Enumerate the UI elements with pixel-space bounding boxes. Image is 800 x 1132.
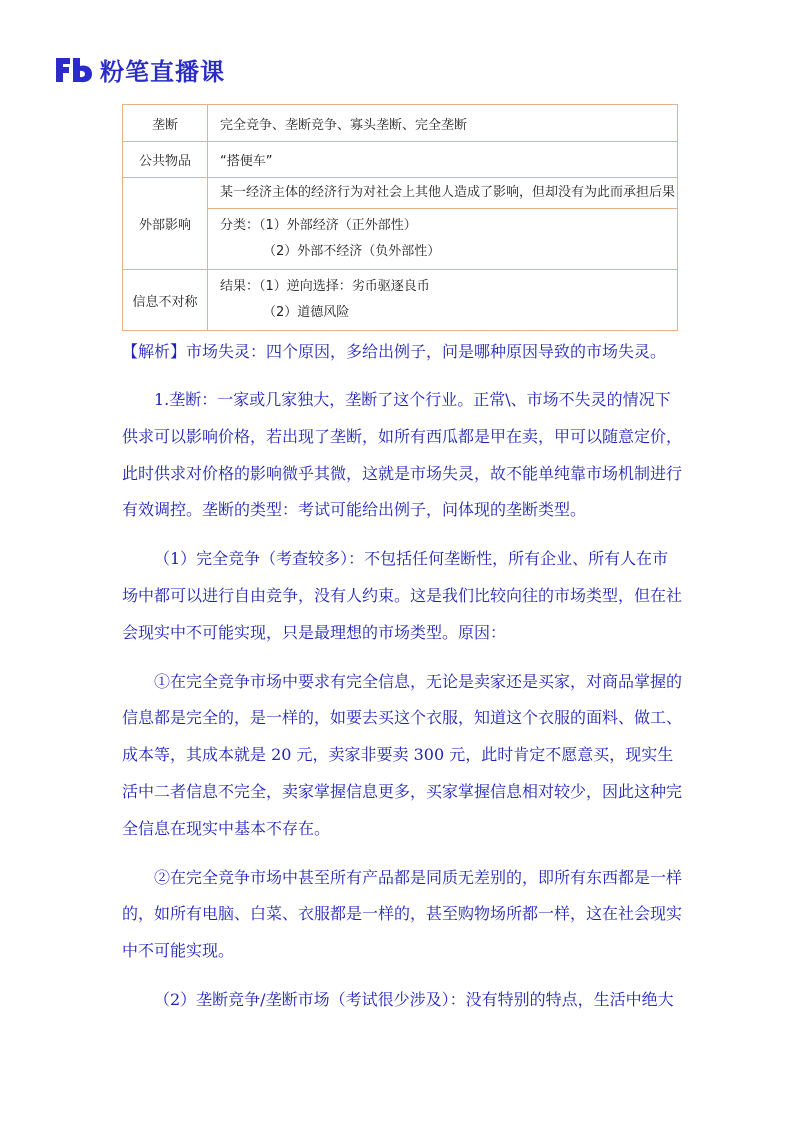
paragraph-perfect-competition: （1）完全竞争（考查较多）：不包括任何垄断性，所有企业、所有人在市场中都可以进行自由竞争，没有人约束。这是我们比较向往的市场类型，但在社会现实中不可能实现，只是最理想的市场类型。原因： — [122, 549, 683, 642]
table-row — [123, 142, 678, 178]
result-line: 结果：（1）逆向选择：劣币驱逐良币 — [220, 279, 430, 294]
table-row — [123, 105, 678, 142]
row-content — [208, 270, 678, 331]
paragraph-monopoly: 1.垄断：一家或几家独大，垄断了这个行业。正常\、市场不失灵的情况下供求可以影响价格，若出现了垄断，如所有西瓜都是甲在卖，甲可以随意定价，此时供求对价格的影响微乎其微，这就是市场失灵，故不能单纯靠市场机制进行有效调控。垄断的类型：考试可能给出例子，问体现的垄断类型。 — [122, 390, 683, 520]
paragraph-reason-2: ②在完全竞争市场中甚至所有产品都是同质无差别的，即所有东西都是一样的，如所有电脑、白菜、衣服都是一样的，甚至购物场所都一样，这在社会现实中不可能实现。 — [122, 867, 683, 961]
analysis-body — [122, 334, 682, 1019]
market-failure-table — [122, 104, 678, 331]
result-line: （2）道德风险 — [263, 305, 350, 320]
paragraph-monopolistic-competition: （2）垄断竞争/垄断市场（考试很少涉及）：没有特别的特点，生活中绝大 — [154, 989, 674, 1009]
row-content: 完全竞争、垄断竞争、寡头垄断、完全垄断 — [208, 105, 678, 142]
row-label: 垄断 — [123, 105, 208, 142]
row-label: 外部影响 — [123, 178, 208, 270]
row-content — [208, 178, 678, 270]
classification-line: 分类：（1）外部经济（正外部性） — [220, 218, 417, 233]
definition-cell: 某一经济主体的经济行为对社会上其他人造成了影响，但却没有为此而承担后果 — [208, 178, 677, 209]
row-label: 信息不对称 — [123, 270, 208, 331]
paragraph-reason-1: ①在完全竞争市场中要求有完全信息，无论是卖家还是买家，对商品掌握的信息都是完全的，是一样的，如要去买这个衣服，知道这个衣服的面料、做工、成本等，其成本就是 20 元，卖家非要卖 300 元，此时肯定不愿意买，现实生活中二者信息不完全，卖家掌握信息更多，买家掌握信息相对较少，因此这种完全信息在现实中基本不存在。 — [122, 671, 683, 838]
table-row — [123, 178, 678, 270]
fenbi-logo-icon — [54, 54, 94, 84]
row-label: 公共物品 — [123, 142, 208, 178]
classification-line: （2）外部不经济（负外部性） — [263, 244, 441, 259]
analysis-intro: 【解析】市场失灵：四个原因，多给出例子，问是哪种原因导致的市场失灵。 — [122, 342, 667, 361]
table-row — [123, 270, 678, 331]
page-header — [54, 52, 225, 86]
row-content: “搭便车” — [208, 142, 678, 178]
brand-title: 粉笔直播课 — [100, 57, 225, 86]
